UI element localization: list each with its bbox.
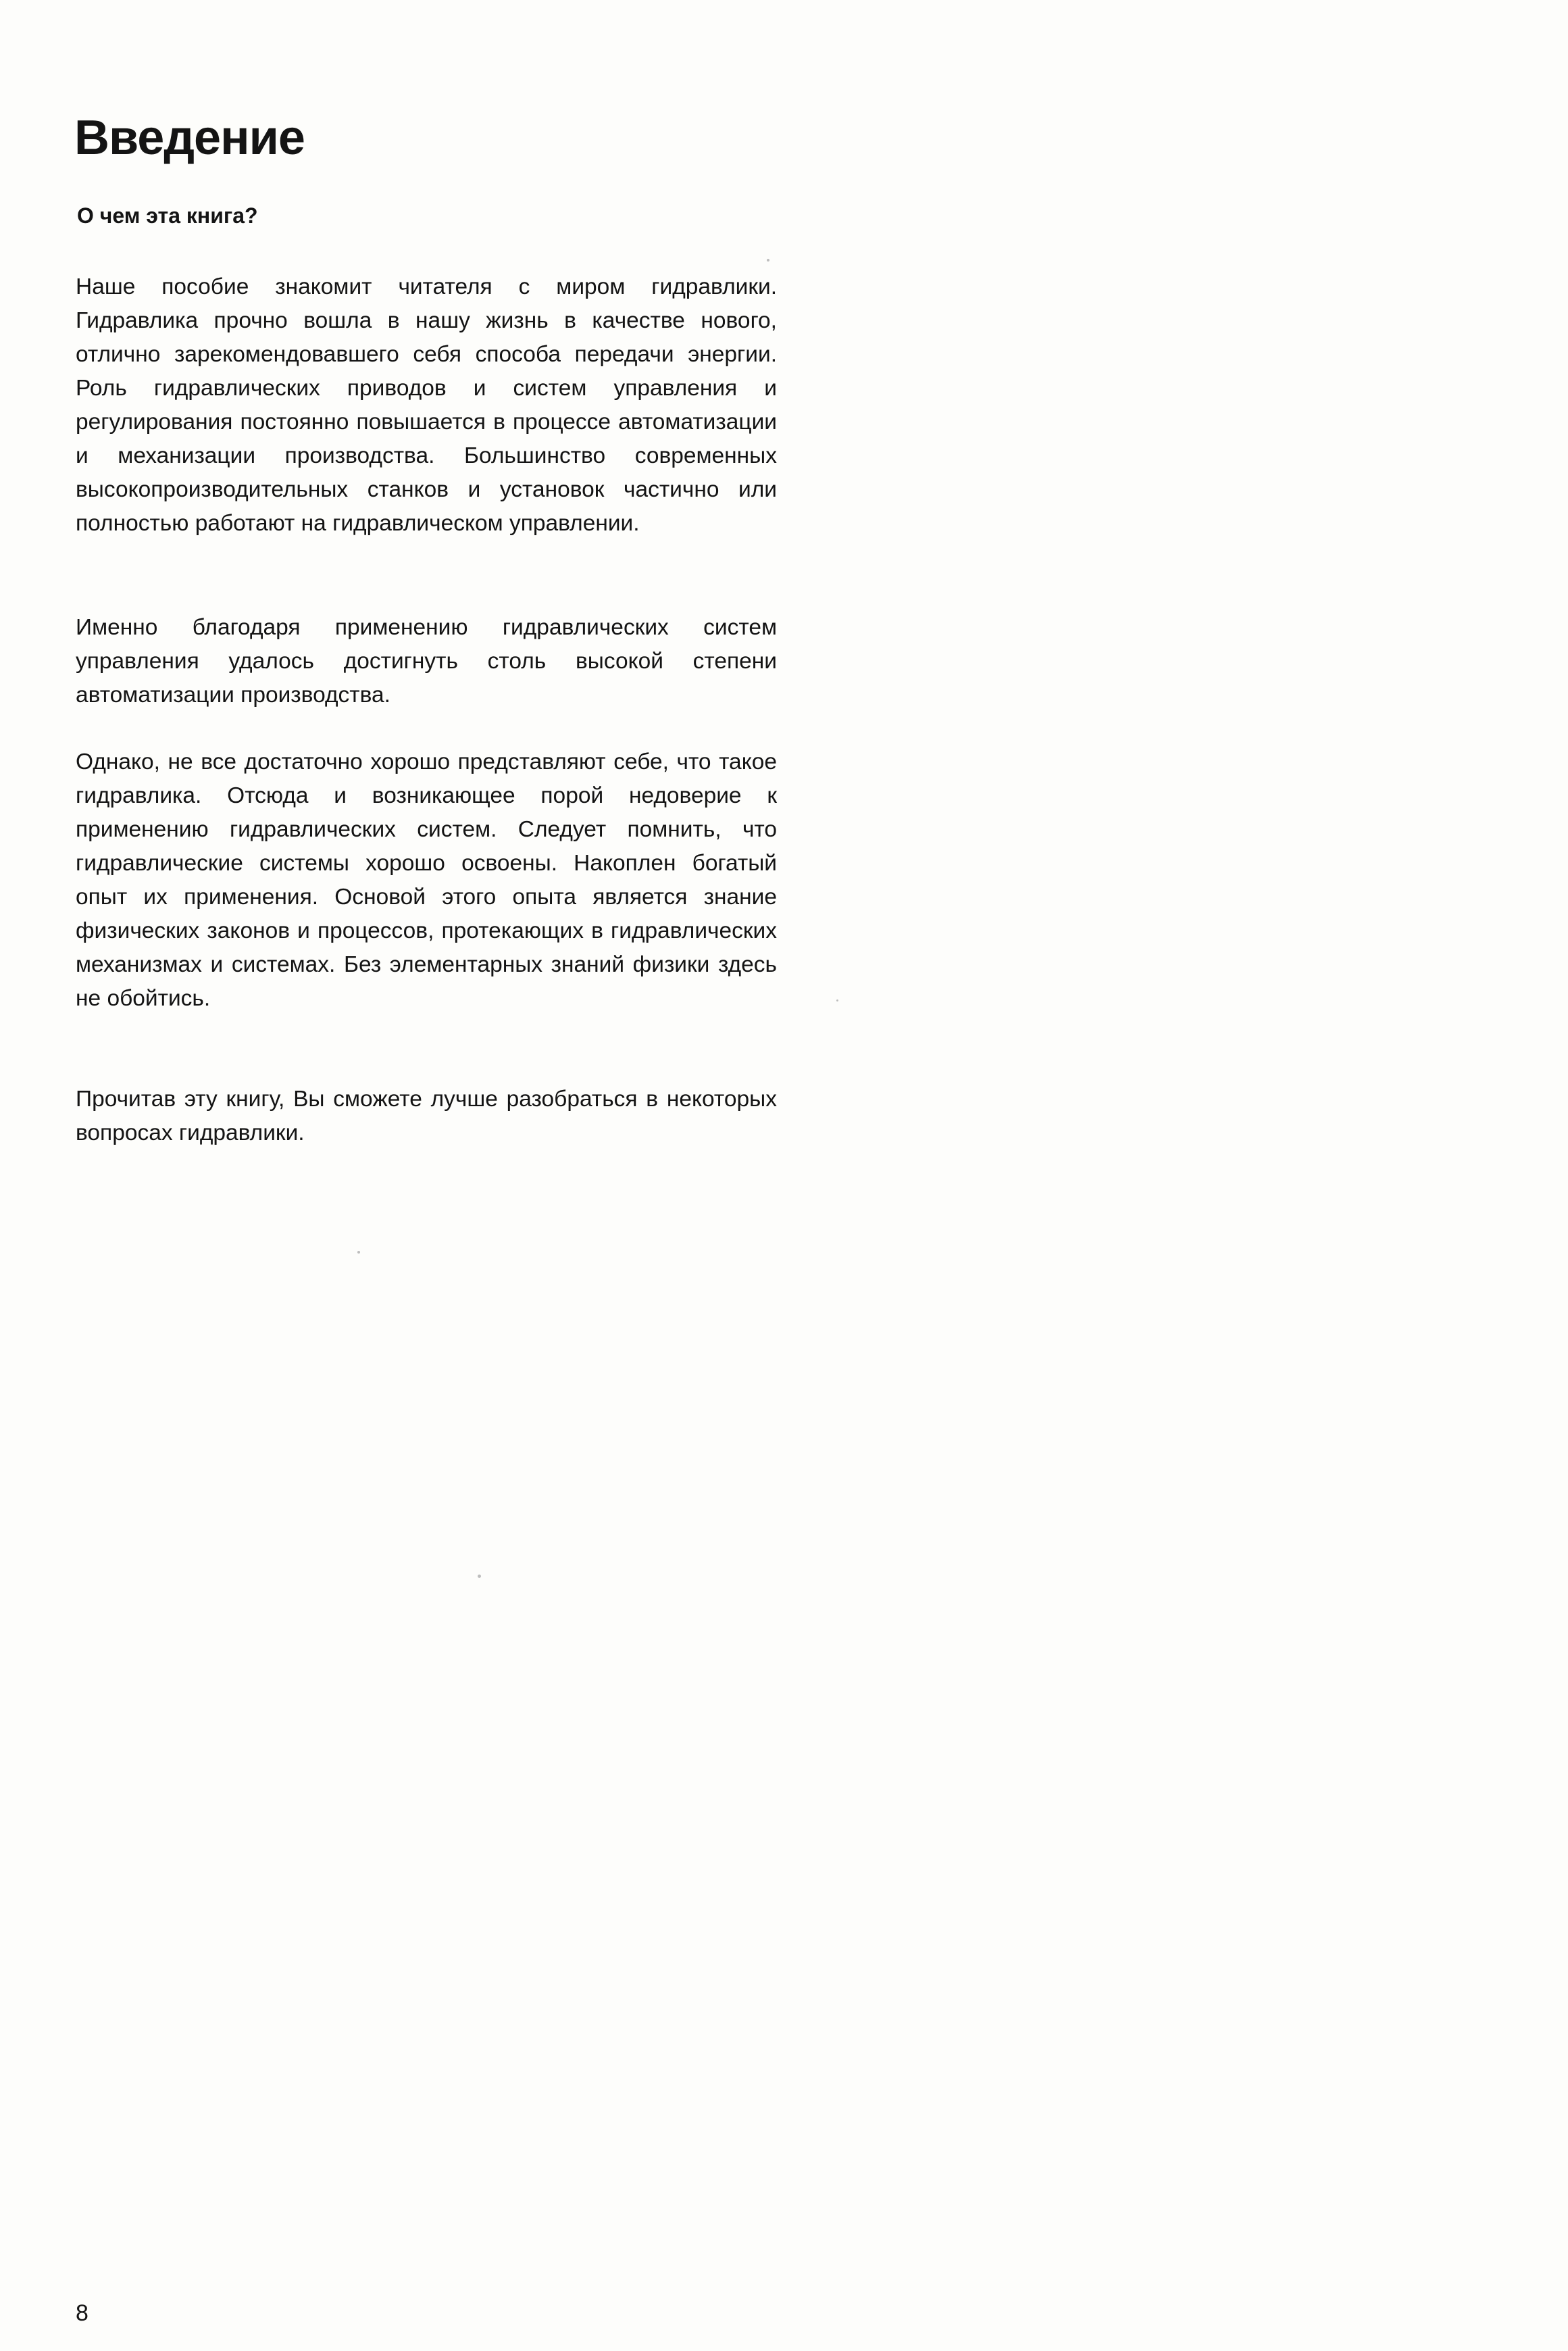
scan-speck (357, 1251, 360, 1254)
scan-speck (767, 259, 769, 262)
paragraph-conclusion: Прочитав эту книгу, Вы сможете лучше разобраться в некоторых вопросах гидравлики. (76, 1087, 777, 1145)
section-subtitle: О чем эта книга? (77, 203, 258, 228)
paragraph-intro: Наше пособие знакомит читателя с миром гидравлики. Гидравлика прочно вошла в нашу жизнь в качестве нового, отлично зарекомендовавшего себя способа передачи энергии. Роль гидравлических приводов и систем управления и регулирования постоянно повышается в процессе автоматизации и механизации производства. Большинство современных высокопроизводительных станков и установок частично или полностью работают на гидравлическом управлении. (76, 274, 777, 536)
scan-speck (478, 1575, 481, 1578)
scan-speck (836, 999, 838, 1001)
paragraph-trust: Однако, не все достаточно хорошо представляют себе, что такое гидравлика. Отсюда и возникающее порой недоверие к применению гидравлических систем. Следует помнить, что гидравлические системы хорошо освоены. Накоплен богатый опыт их применения. Основой этого опыта является знание физических законов и процессов, протекающих в гидравлических механизмах и системах. Без элементарных знаний физики здесь не обойтись. (76, 749, 777, 1011)
page-number: 8 (76, 2300, 88, 2326)
page-title: Введение (74, 111, 305, 165)
paragraph-automation: Именно благодаря применению гидравлических систем управления удалось достигнуть столь высокой степени автоматизации производства. (76, 615, 777, 708)
